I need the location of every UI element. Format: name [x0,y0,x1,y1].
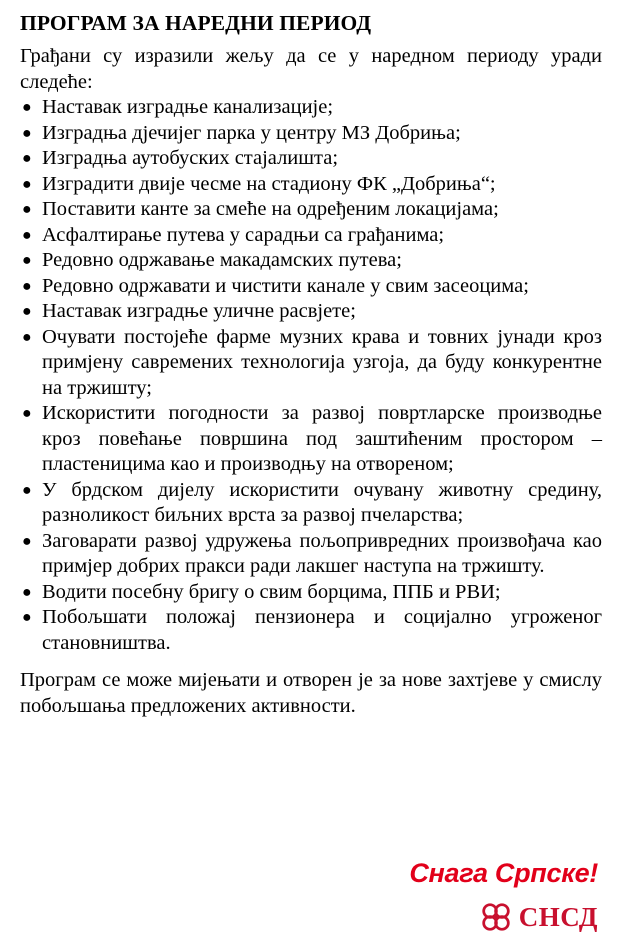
bullet-icon: ● [22,252,32,269]
bullet-icon: ● [22,532,32,550]
list-item-text: Редовно одржавати и чистити канале у свим засеоцима; [42,274,529,297]
list-item [20,172,602,198]
list-item-text: Изградња дјечијег парка у центру МЗ Добриња; [42,121,461,144]
list-item [20,274,602,300]
list-item [20,401,602,478]
list-item [20,121,602,147]
list-item-text: Искористити погодности за развој повртларске производње кроз повећање површина под заштићеним простором – пластеницима као и производњу на отвореном; [42,402,602,475]
list-item-text: Заговарати развој удружења пољопривредних произвођача као примјер добрих пракси ради лакшег наступа на тржишту. [42,529,602,577]
bullet-icon: ● [22,609,32,626]
list-item-text: Побољшати положај пензионера и социјално угроженог становништва. [42,606,602,654]
outro-paragraph: Програм се може мијењати и отворен је за нове захтјеве у смислу побољшања предложених активности. [20,669,602,717]
bullet-icon: ● [22,226,32,244]
list-item-text: Наставак изградње канализације; [42,96,334,118]
list-item [20,478,602,529]
page-title: ПРОГРАМ ЗА НАРЕДНИ ПЕРИОД [20,11,372,35]
bullet-icon: ● [22,277,32,295]
list-item [20,529,602,580]
list-item [20,95,602,121]
list-item [20,325,602,402]
bullet-icon: ● [22,201,32,218]
list-item-text: Наставак изградње уличне расвјете; [42,300,356,322]
list-item-text: Асфалтирање путева у сарадњи са грађанима; [42,223,445,246]
bullet-icon: ● [22,150,32,167]
list-item [20,605,602,656]
slogan-text: Снага Српске! [409,858,598,888]
list-item [20,299,602,325]
list-item [20,248,602,274]
list-item-text: У брдском дијелу искористити очувану животну средину, разноликост биљних врста за развој пчеларства; [42,478,602,526]
list-item-text: Редовно одржавање макадамских путева; [42,249,402,271]
party-name: СНСД [518,901,598,932]
party-logo [479,900,598,934]
list-item-text: Поставити канте за смеће на одређеним локацијама; [42,198,499,220]
list-item [20,580,602,606]
list-item-text: Очувати постојеће фарме музних крава и товних јунади кроз примјену савремених технологија узгоја, да буду конкурентне на тржишту; [42,325,602,399]
list-item [20,223,602,249]
document-page [20,10,602,719]
list-item [20,146,602,172]
bullet-icon: ● [22,124,32,142]
list-item-text: Водити посебну бригу о свим борцима, ППБ и РВИ; [42,580,501,603]
bullet-icon: ● [22,328,32,346]
logo-area [338,858,598,938]
bullet-icon: ● [22,405,32,422]
bullet-icon: ● [22,303,32,320]
list-item [20,197,602,223]
bullet-icon: ● [22,99,32,116]
bullet-icon: ● [22,175,32,193]
list-item-text: Изградити двије чесме на стадиону ФК „Добриња“; [42,172,496,195]
bullet-icon: ● [22,583,32,601]
intro-paragraph: Грађани су изразили жељу да се у наредном периоду уради следеће: [20,45,602,93]
bullet-icon: ● [22,481,32,499]
list-item-text: Изградња аутобуских стајалишта; [42,147,339,169]
program-list [20,95,602,656]
snsd-emblem-icon [479,900,513,934]
